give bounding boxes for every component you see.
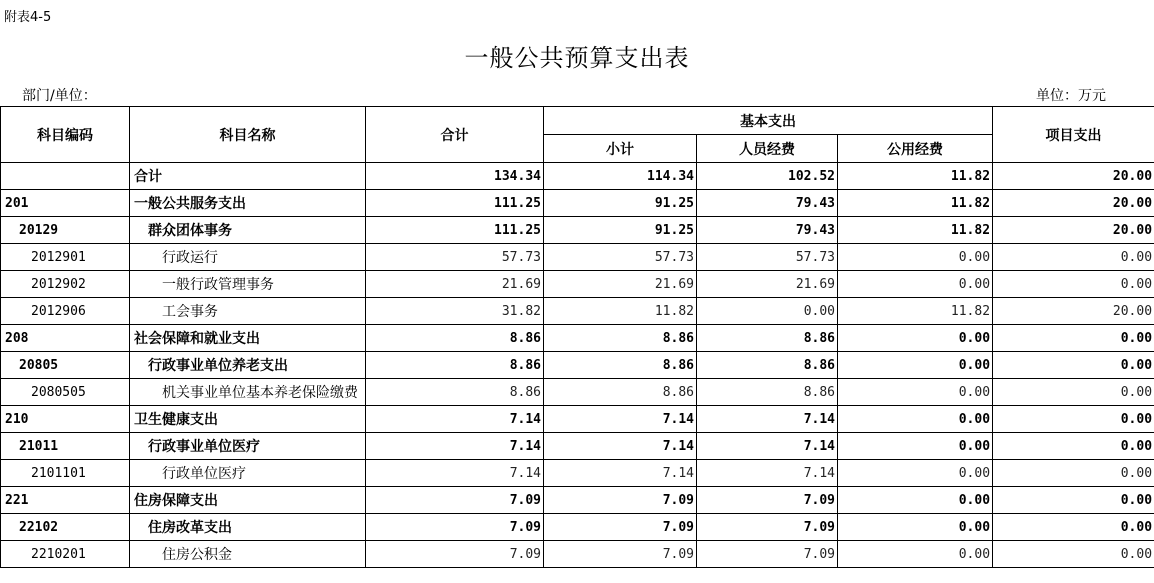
- cell-code: [1, 163, 130, 190]
- table-row: [1, 163, 1154, 190]
- cell-public: 0.00: [838, 271, 993, 298]
- table-row: [1, 487, 1154, 514]
- cell-subtotal: 7.09: [544, 487, 697, 514]
- cell-name: 一般公共服务支出: [130, 190, 366, 217]
- cell-project: 20.00: [993, 217, 1154, 244]
- cell-total: 8.86: [366, 379, 544, 406]
- cell-project: 0.00: [993, 460, 1154, 487]
- cell-total: 7.09: [366, 514, 544, 541]
- cell-name: 行政单位医疗: [130, 460, 366, 487]
- cell-personnel: 8.86: [697, 352, 838, 379]
- cell-personnel: 8.86: [697, 325, 838, 352]
- cell-public: 11.82: [838, 163, 993, 190]
- cell-public: 0.00: [838, 379, 993, 406]
- cell-personnel: 79.43: [697, 217, 838, 244]
- cell-project: 0.00: [993, 541, 1154, 568]
- cell-personnel: 102.52: [697, 163, 838, 190]
- cell-subtotal: 8.86: [544, 352, 697, 379]
- header-personnel: 人员经费: [697, 135, 838, 163]
- cell-name: 工会事务: [130, 298, 366, 325]
- cell-name: 卫生健康支出: [130, 406, 366, 433]
- cell-total: 7.09: [366, 541, 544, 568]
- cell-name: 住房公积金: [130, 541, 366, 568]
- cell-personnel: 79.43: [697, 190, 838, 217]
- cell-public: 0.00: [838, 325, 993, 352]
- cell-subtotal: 57.73: [544, 244, 697, 271]
- cell-public: 11.82: [838, 217, 993, 244]
- header-total: 合计: [366, 107, 544, 163]
- cell-code: 2012906: [1, 298, 130, 325]
- cell-code: 20805: [1, 352, 130, 379]
- cell-personnel: 7.09: [697, 541, 838, 568]
- cell-name: 住房改革支出: [130, 514, 366, 541]
- cell-code: 20129: [1, 217, 130, 244]
- cell-name: 行政事业单位养老支出: [130, 352, 366, 379]
- cell-subtotal: 8.86: [544, 325, 697, 352]
- cell-name: 行政运行: [130, 244, 366, 271]
- cell-total: 57.73: [366, 244, 544, 271]
- cell-project: 0.00: [993, 514, 1154, 541]
- cell-subtotal: 21.69: [544, 271, 697, 298]
- cell-code: 22102: [1, 514, 130, 541]
- cell-public: 11.82: [838, 298, 993, 325]
- cell-name: 机关事业单位基本养老保险缴费: [130, 379, 366, 406]
- table-row: [1, 190, 1154, 217]
- cell-public: 0.00: [838, 406, 993, 433]
- cell-total: 8.86: [366, 325, 544, 352]
- cell-project: 0.00: [993, 244, 1154, 271]
- table-row: [1, 271, 1154, 298]
- cell-subtotal: 91.25: [544, 217, 697, 244]
- cell-public: 0.00: [838, 514, 993, 541]
- cell-subtotal: 7.14: [544, 460, 697, 487]
- cell-personnel: 7.09: [697, 514, 838, 541]
- cell-project: 0.00: [993, 379, 1154, 406]
- cell-project: 0.00: [993, 352, 1154, 379]
- cell-personnel: 7.14: [697, 460, 838, 487]
- table-row: [1, 352, 1154, 379]
- cell-subtotal: 7.14: [544, 406, 697, 433]
- cell-total: 21.69: [366, 271, 544, 298]
- table-row: [1, 541, 1154, 568]
- table-row: [1, 298, 1154, 325]
- table-row: [1, 217, 1154, 244]
- cell-total: 111.25: [366, 217, 544, 244]
- cell-total: 31.82: [366, 298, 544, 325]
- cell-total: 8.86: [366, 352, 544, 379]
- cell-project: 0.00: [993, 433, 1154, 460]
- cell-total: 7.14: [366, 433, 544, 460]
- header-public: 公用经费: [838, 135, 993, 163]
- cell-code: 2210201: [1, 541, 130, 568]
- department-label: 部门/单位：: [22, 88, 97, 104]
- cell-personnel: 7.09: [697, 487, 838, 514]
- cell-subtotal: 7.14: [544, 433, 697, 460]
- cell-project: 0.00: [993, 325, 1154, 352]
- table-row: [1, 433, 1154, 460]
- cell-code: 2080505: [1, 379, 130, 406]
- cell-name: 行政事业单位医疗: [130, 433, 366, 460]
- unit-label: 单位：万元: [1036, 88, 1106, 104]
- cell-public: 0.00: [838, 460, 993, 487]
- page-title: 一般公共预算支出表: [464, 44, 690, 72]
- cell-code: 2101101: [1, 460, 130, 487]
- table-row: [1, 325, 1154, 352]
- cell-project: 0.00: [993, 406, 1154, 433]
- cell-project: 20.00: [993, 190, 1154, 217]
- cell-subtotal: 7.09: [544, 541, 697, 568]
- cell-personnel: 7.14: [697, 433, 838, 460]
- cell-total: 7.14: [366, 406, 544, 433]
- cell-code: 2012902: [1, 271, 130, 298]
- cell-public: 11.82: [838, 190, 993, 217]
- header-name: 科目名称: [130, 107, 366, 163]
- table-row: [1, 460, 1154, 487]
- cell-project: 0.00: [993, 487, 1154, 514]
- cell-name: 社会保障和就业支出: [130, 325, 366, 352]
- cell-project: 20.00: [993, 298, 1154, 325]
- cell-code: 2012901: [1, 244, 130, 271]
- cell-public: 0.00: [838, 487, 993, 514]
- cell-name: 群众团体事务: [130, 217, 366, 244]
- cell-project: 20.00: [993, 163, 1154, 190]
- cell-code: 208: [1, 325, 130, 352]
- header-subtotal: 小计: [544, 135, 697, 163]
- cell-subtotal: 8.86: [544, 379, 697, 406]
- cell-public: 0.00: [838, 433, 993, 460]
- cell-total: 7.14: [366, 460, 544, 487]
- annex-label: 附表4-5: [4, 10, 52, 25]
- cell-personnel: 7.14: [697, 406, 838, 433]
- cell-personnel: 57.73: [697, 244, 838, 271]
- cell-subtotal: 7.09: [544, 514, 697, 541]
- cell-total: 111.25: [366, 190, 544, 217]
- cell-personnel: 0.00: [697, 298, 838, 325]
- cell-public: 0.00: [838, 352, 993, 379]
- cell-subtotal: 11.82: [544, 298, 697, 325]
- header-code: 科目编码: [1, 107, 130, 163]
- header-project: 项目支出: [993, 107, 1154, 163]
- cell-subtotal: 114.34: [544, 163, 697, 190]
- cell-subtotal: 91.25: [544, 190, 697, 217]
- table-row: [1, 406, 1154, 433]
- cell-public: 0.00: [838, 541, 993, 568]
- cell-name: 一般行政管理事务: [130, 271, 366, 298]
- cell-public: 0.00: [838, 244, 993, 271]
- table-row: [1, 244, 1154, 271]
- cell-code: 210: [1, 406, 130, 433]
- cell-personnel: 8.86: [697, 379, 838, 406]
- table-row: [1, 379, 1154, 406]
- header-basic: 基本支出: [544, 107, 993, 135]
- cell-name: 住房保障支出: [130, 487, 366, 514]
- table-body: [1, 163, 1154, 568]
- cell-code: 21011: [1, 433, 130, 460]
- cell-total: 134.34: [366, 163, 544, 190]
- cell-name: 合计: [130, 163, 366, 190]
- cell-code: 221: [1, 487, 130, 514]
- budget-table: [0, 106, 1154, 568]
- table-row: [1, 514, 1154, 541]
- cell-total: 7.09: [366, 487, 544, 514]
- cell-personnel: 21.69: [697, 271, 838, 298]
- cell-code: 201: [1, 190, 130, 217]
- cell-project: 0.00: [993, 271, 1154, 298]
